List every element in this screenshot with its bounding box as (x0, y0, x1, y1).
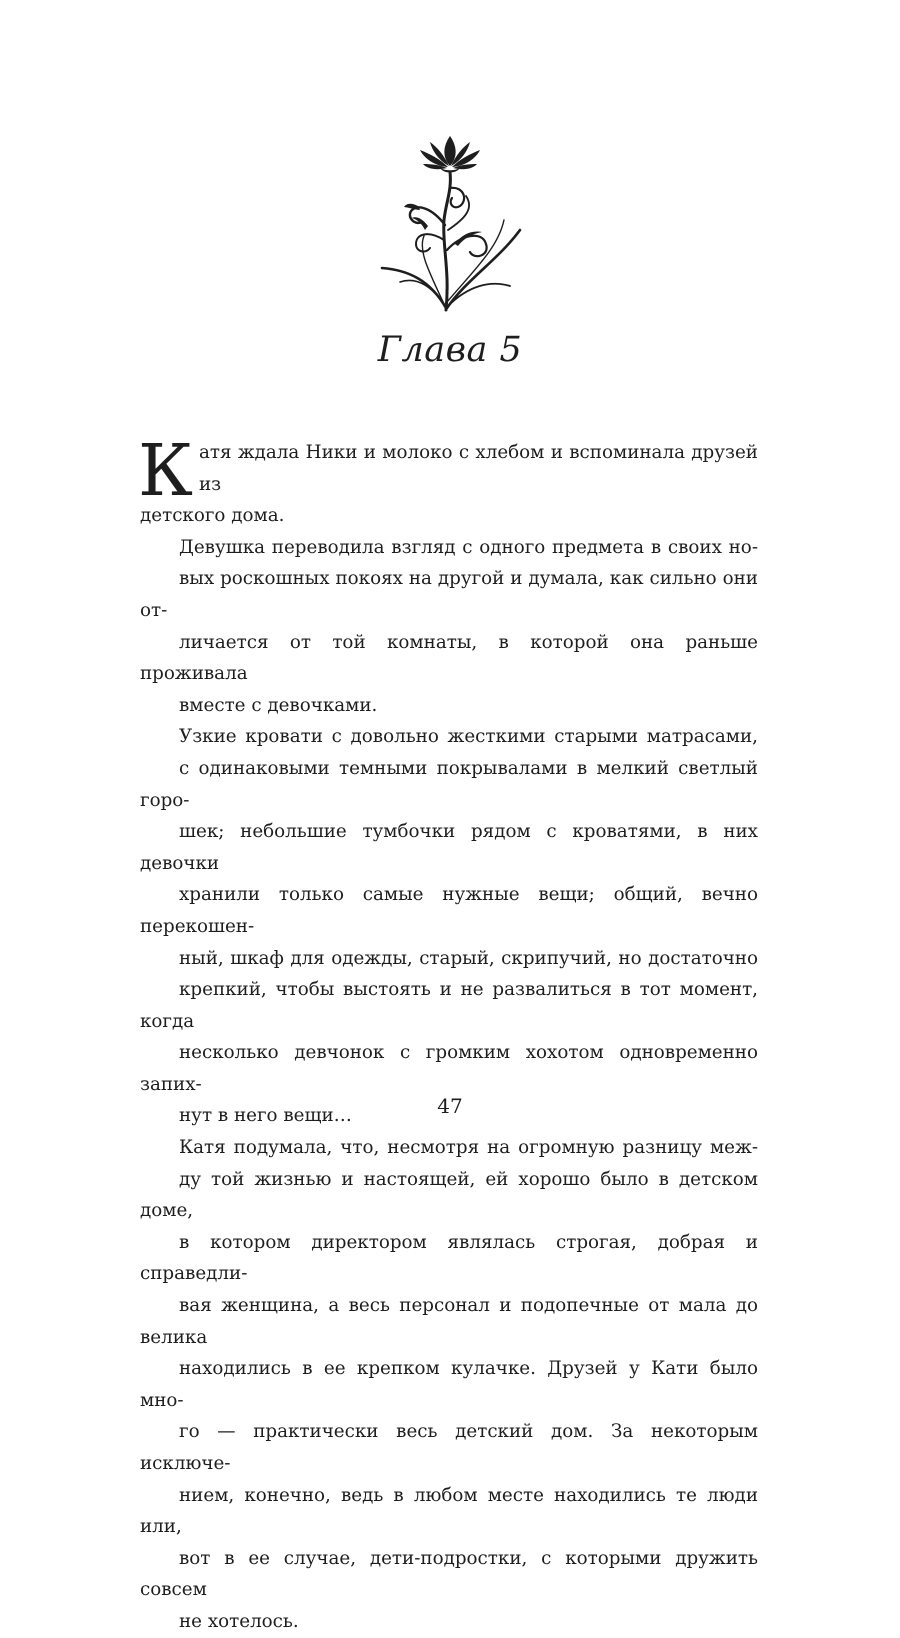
body-text (138, 429, 758, 1638)
text-line: вая женщина, а весь персонал и подопечные от мала до велика (140, 1295, 758, 1348)
chapter-title: Глава 5 (377, 330, 523, 370)
text-line: ду той жизнью и настоящей, ей хорошо было в детском доме, (140, 1168, 758, 1222)
text-line: детского дома. (140, 505, 285, 527)
text-line: нием, конечно, ведь в любом месте находились те люди или, (140, 1484, 758, 1538)
paragraph-4 (140, 1132, 758, 1638)
text-line: вот в ее случае, дети-подростки, с которыми дружить совсем (140, 1547, 758, 1601)
page-number: 47 (437, 1094, 463, 1118)
text-line: находились в ее крепком кулачке. Друзей у Кати было мно- (140, 1358, 758, 1411)
text-line: шек; небольшие тумбочки рядом с кроватями, в них девочки (140, 821, 758, 874)
text-line: вместе с девочками. (179, 694, 378, 716)
paragraph-2 (140, 532, 758, 722)
text-line: атя ждала Ники и молоко с хлебом и вспоминала друзей из (198, 442, 758, 495)
text-line: вых роскошных покоях на другой и думала, как сильно они от- (140, 568, 758, 621)
text-line: нут в него вещи… (179, 1105, 352, 1127)
text-line: с одинаковыми темными покрывалами в мелкий светлый горо- (140, 757, 758, 811)
text-line: го — практически весь детский дом. За некоторым исключе- (140, 1421, 758, 1474)
text-line: не хотелось. (179, 1610, 299, 1632)
text-line: хранили только самые нужные вещи; общий, вечно перекошен- (140, 884, 758, 937)
text-line: в котором директором являлась строгая, добрая и справедли- (140, 1231, 758, 1285)
text-line: Узкие кровати с довольно жесткими старыми матрасами, (179, 726, 758, 748)
paragraph-1 (138, 429, 758, 532)
text-line: ный, шкаф для одежды, старый, скрипучий, но достаточно (179, 947, 758, 969)
text-line: крепкий, чтобы выстоять и не развалиться в тот момент, когда (140, 979, 758, 1032)
text-line: личается от той комнаты, в которой она раньше проживала (140, 631, 758, 685)
paragraph-3 (140, 721, 758, 1132)
drop-cap-letter: К (138, 429, 193, 512)
lotus-flower-ornament-icon (370, 130, 530, 325)
text-line: Девушка переводила взгляд с одного предмета в своих но- (179, 536, 758, 558)
text-line: несколько девчонок с громким хохотом одновременно запих- (140, 1042, 758, 1095)
text-line: Катя подумала, что, несмотря на огромную разницу меж- (179, 1137, 758, 1159)
